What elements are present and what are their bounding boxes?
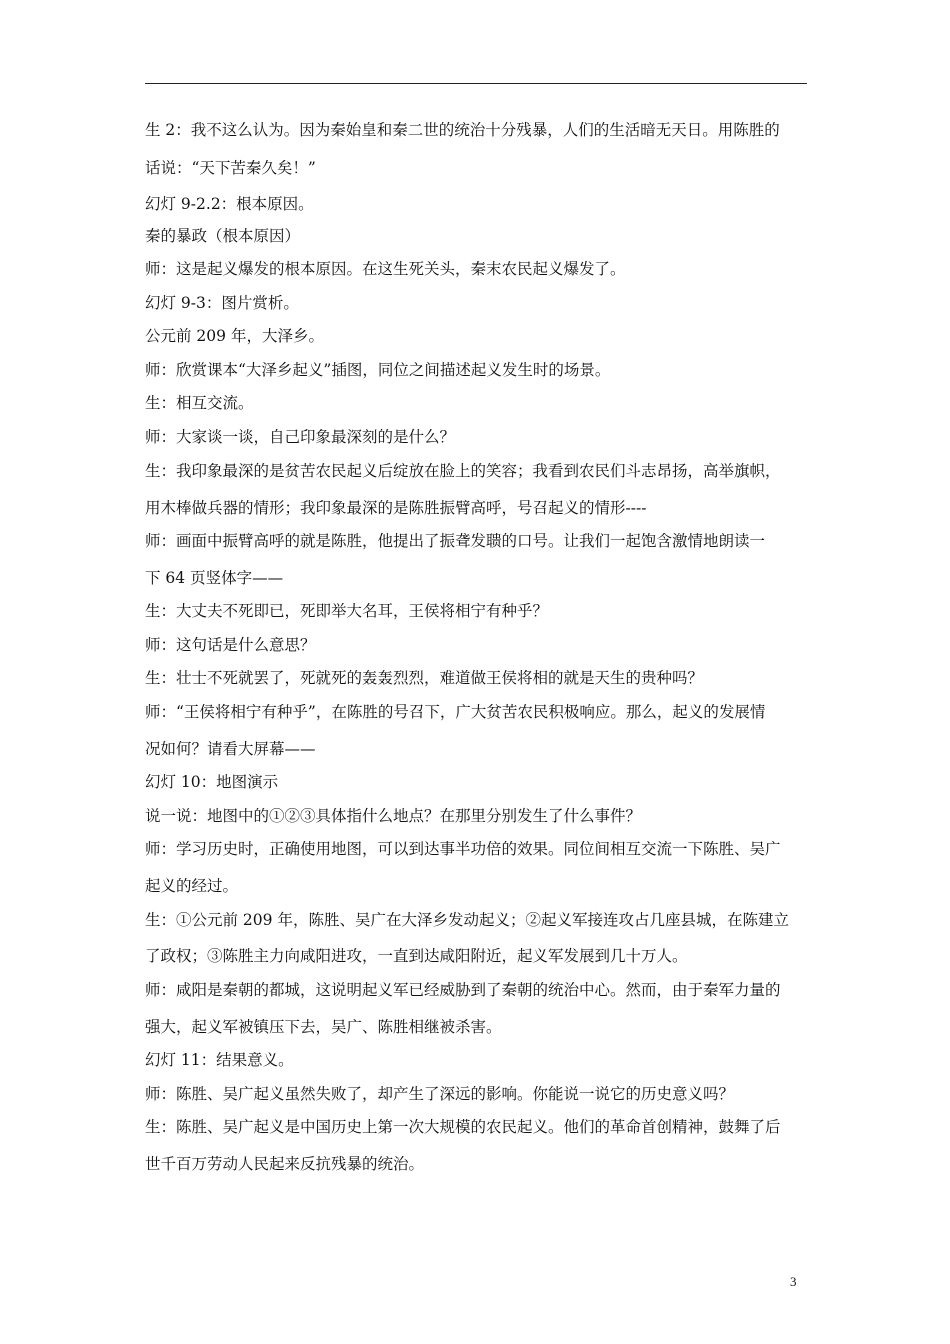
text-line: 生：壮士不死就罢了，死就死的轰轰烈烈，难道做王侯将相的就是天生的贵种吗？ — [145, 669, 704, 687]
text-line: 公元前 209 年，大泽乡。 — [145, 327, 324, 345]
text-line: 生 2：我不这么认为。因为秦始皇和秦二世的统治十分残暴，人们的生活暗无天日。用陈胜的 — [145, 121, 780, 139]
text-line: 下 64 页竖体字—— — [145, 569, 284, 587]
text-line: 话说：“天下苦秦久矣！” — [145, 159, 316, 177]
text-line: 秦的暴政（根本原因） — [145, 227, 301, 245]
text-line: 师：大家谈一谈，自己印象最深刻的是什么？ — [145, 428, 456, 446]
text-line: 师：“王侯将相宁有种乎”，在陈胜的号召下，广大贫苦农民积极响应。那么，起义的发展情 — [145, 703, 766, 721]
text-line: 幻灯 9-3：图片赏析。 — [145, 294, 299, 312]
header-rule — [145, 83, 807, 84]
text-line: 生：陈胜、吴广起义是中国历史上第一次大规模的农民起义。他们的革命首创精神，鼓舞了后 — [145, 1118, 781, 1136]
text-line: 用木棒做兵器的情形；我印象最深的是陈胜振臂高呼，号召起义的情形---- — [145, 499, 647, 517]
text-line: 师：这句话是什么意思？ — [145, 636, 316, 654]
text-line: 况如何？请看大屏幕—— — [145, 740, 316, 758]
text-line: 师：画面中振臂高呼的就是陈胜，他提出了振聋发聩的口号。让我们一起饱含激情地朗读一 — [145, 532, 766, 550]
text-line: 生：①公元前 209 年，陈胜、吴广在大泽乡发动起义；②起义军接连攻占几座县城，在陈建立 — [145, 911, 789, 929]
text-line: 师：学习历史时，正确使用地图，可以到达事半功倍的效果。同位间相互交流一下陈胜、吴广 — [145, 840, 781, 858]
text-line: 师：这是起义爆发的根本原因。在这生死关头，秦末农民起义爆发了。 — [145, 260, 626, 278]
text-line: 师：咸阳是秦朝的都城，这说明起义军已经威胁到了秦朝的统治中心。然而，由于秦军力量的 — [145, 981, 781, 999]
text-line: 师：欣赏课本“大泽乡起义”插图，同位之间描述起义发生时的场景。 — [145, 361, 611, 379]
text-line: 强大，起义军被镇压下去，吴广、陈胜相继被杀害。 — [145, 1018, 502, 1036]
text-line: 幻灯 10：地图演示 — [145, 773, 279, 791]
text-line: 幻灯 9-2.2：根本原因。 — [145, 195, 314, 213]
text-line: 世千百万劳动人民起来反抗残暴的统治。 — [145, 1155, 425, 1173]
text-line: 起义的经过。 — [145, 877, 239, 895]
text-line: 说一说：地图中的①②③具体指什么地点？在那里分别发生了什么事件？ — [145, 807, 642, 825]
text-line: 了政权；③陈胜主力向咸阳进攻，一直到达咸阳附近，起义军发展到几十万人。 — [145, 947, 688, 965]
text-line: 师：陈胜、吴广起义虽然失败了，却产生了深远的影响。你能说一说它的历史意义吗？ — [145, 1085, 735, 1103]
page-number: 3 — [790, 1274, 797, 1289]
text-line: 生：我印象最深的是贫苦农民起义后绽放在脸上的笑容；我看到农民们斗志昂扬，高举旗帜， — [145, 462, 781, 480]
text-line: 幻灯 11：结果意义。 — [145, 1051, 294, 1069]
text-line: 生：大丈夫不死即已，死即举大名耳，王侯将相宁有种乎？ — [145, 602, 549, 620]
text-line: 生：相互交流。 — [145, 394, 254, 412]
